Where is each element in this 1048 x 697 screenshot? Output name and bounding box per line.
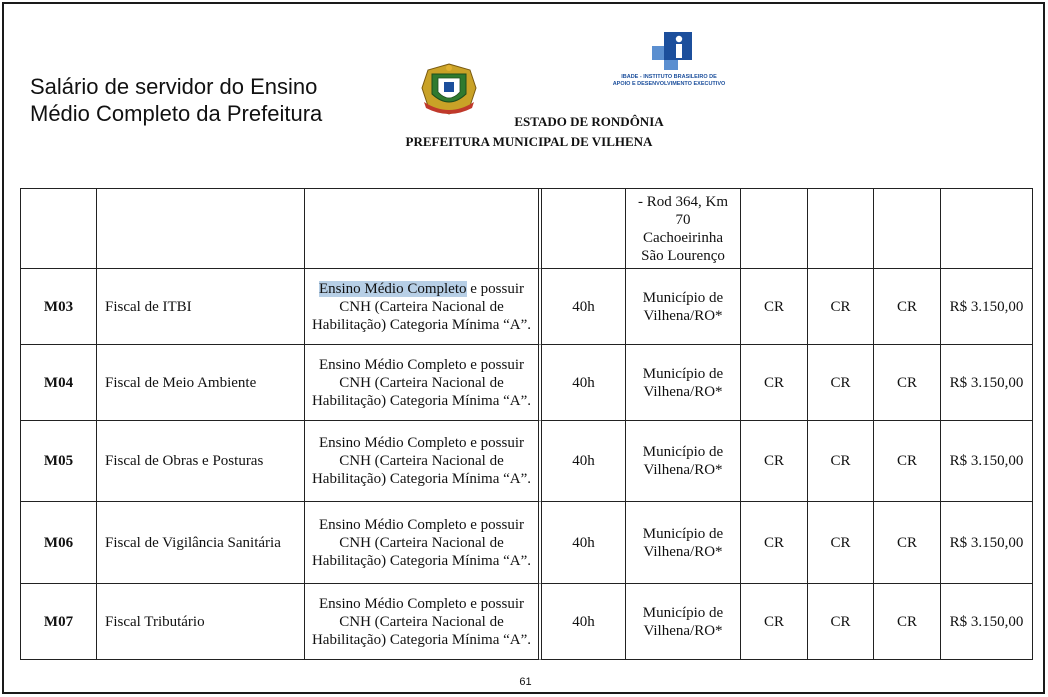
page-number: 61 (519, 676, 532, 688)
code-cell: M03 (21, 269, 97, 345)
heading-line-1: Salário de servidor do Ensino (30, 74, 318, 99)
vacancy-cell-3: CR (874, 502, 941, 584)
continuation-line-3: Cachoeirinha (643, 229, 723, 246)
continuation-line-4: São Lourenço (641, 247, 725, 264)
salary-cell: R$ 3.150,00 (941, 345, 1033, 421)
vacancy-cell-2: CR (808, 345, 874, 421)
vacancy-cell-1: CR (741, 269, 808, 345)
vacancy-cell-3: CR (874, 584, 941, 660)
vacancy-cell-1: CR (741, 421, 808, 502)
location-cell: Município de Vilhena/RO* (626, 502, 741, 584)
salary-cell: R$ 3.150,00 (941, 421, 1033, 502)
ibade-caption (604, 74, 734, 88)
table-row (21, 584, 1033, 660)
vilhena-crest-icon (418, 62, 480, 116)
vacancy-cell-1: CR (741, 345, 808, 421)
document-page (2, 2, 1045, 694)
vacancy-cell-3: CR (874, 421, 941, 502)
continuation-line-1: - Rod 364, Km (638, 193, 728, 210)
ibade-i-icon (652, 32, 692, 70)
salary-cell: R$ 3.150,00 (941, 584, 1033, 660)
location-cell: Município de Vilhena/RO* (626, 345, 741, 421)
code-cell: M06 (21, 502, 97, 584)
vacancy-cell-3: CR (874, 345, 941, 421)
vacancy-cell-2: CR (808, 502, 874, 584)
prefecture-title: PREFEITURA MUNICIPAL DE VILHENA (405, 134, 653, 149)
cargo-cell: Fiscal de Vigilância Sanitária (97, 502, 305, 584)
table-row (21, 502, 1033, 584)
vacancy-cell-2: CR (808, 269, 874, 345)
requirement-cell: Ensino Médio Completo e possuir CNH (Carteira Nacional de Habilitação) Categoria Mínima “A”. (305, 584, 542, 660)
requirement-cell: Ensino Médio Completo e possuir CNH (Carteira Nacional de Habilitação) Categoria Mínima “A”. (305, 421, 542, 502)
table-row (21, 421, 1033, 502)
code-cell: M05 (21, 421, 97, 502)
requirement-cell: Ensino Médio Completo e possuir CNH (Carteira Nacional de Habilitação) Categoria Mínima “A”. (305, 345, 542, 421)
code-cell: M04 (21, 345, 97, 421)
hours-cell: 40h (542, 269, 626, 345)
ibade-caption-line-1: IBADE - INSTITUTO BRASILEIRO DE (621, 74, 717, 80)
location-cell: Município de Vilhena/RO* (626, 584, 741, 660)
continuation-line-2: 70 (675, 211, 691, 228)
requirement-cell: Ensino Médio Completo e possuir CNH (Carteira Nacional de Habilitação) Categoria Mínima “A”. (305, 502, 542, 584)
vacancy-cell-1: CR (741, 584, 808, 660)
state-title: ESTADO DE RONDÔNIA (514, 114, 664, 129)
ibade-caption-line-2: APOIO E DESENVOLVIMENTO EXECUTIVO (612, 81, 726, 87)
table-row (21, 269, 1033, 345)
cargo-cell: Fiscal de ITBI (97, 269, 305, 345)
hours-cell: 40h (542, 502, 626, 584)
cargo-cell: Fiscal de Meio Ambiente (97, 345, 305, 421)
cargo-cell: Fiscal Tributário (97, 584, 305, 660)
salary-cell: R$ 3.150,00 (941, 502, 1033, 584)
code-cell: M07 (21, 584, 97, 660)
vacancy-cell-2: CR (808, 421, 874, 502)
salary-cell: R$ 3.150,00 (941, 269, 1033, 345)
vacancy-cell-3: CR (874, 269, 941, 345)
requirement-cell (305, 269, 542, 345)
heading-line-2: Médio Completo da Prefeitura (30, 101, 323, 126)
vacancy-cell-2: CR (808, 584, 874, 660)
location-cell: Município de Vilhena/RO* (626, 269, 741, 345)
vacancy-cell-1: CR (741, 502, 808, 584)
hours-cell: 40h (542, 584, 626, 660)
page-heading (30, 73, 370, 127)
cargo-cell: Fiscal de Obras e Posturas (97, 421, 305, 502)
highlighted-text[interactable]: Ensino Médio Completo (319, 280, 467, 297)
location-continuation-cell (626, 189, 741, 269)
requirement-text: e possuir CNH (Carteira Nacional de Habilitação) Categoria Mínima “A”. (311, 280, 532, 333)
table-row (21, 345, 1033, 421)
location-cell: Município de Vilhena/RO* (626, 421, 741, 502)
table-row-continuation (21, 189, 1033, 269)
hours-cell: 40h (542, 345, 626, 421)
hours-cell: 40h (542, 421, 626, 502)
ibade-logo (604, 32, 734, 94)
positions-table (20, 188, 1033, 660)
